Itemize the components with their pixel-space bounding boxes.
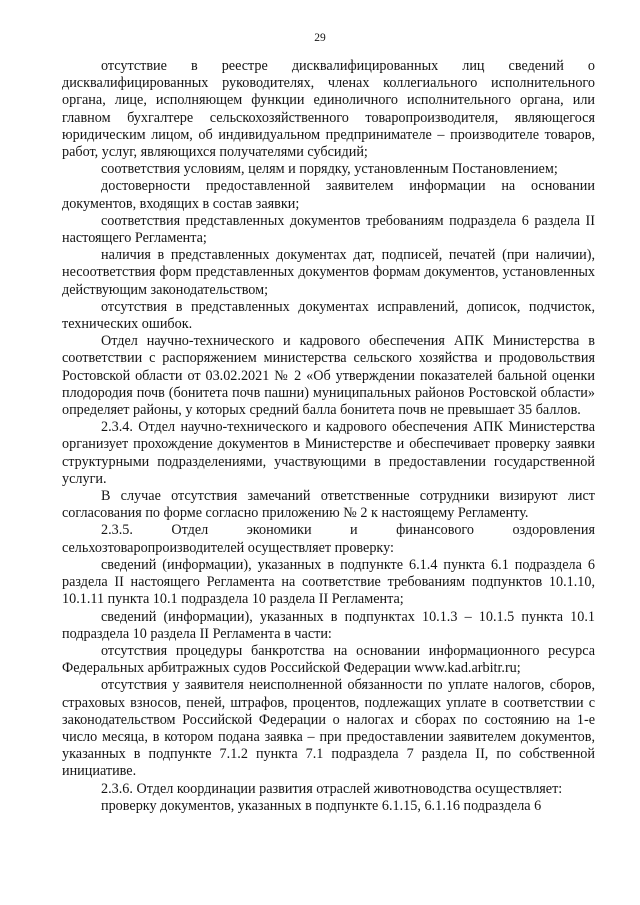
paragraph-section-2-3-5: 2.3.5. Отдел экономики и финансового оздоровления сельхозтоваропроизводителей осуществляет проверку:: [62, 522, 595, 556]
paragraph-conditions-compliance: соответствия условиям, целям и порядку, установленным Постановлением;: [101, 161, 558, 178]
paragraph-documents-check: проверку документов, указанных в подпункте 6.1.15, 6.1.16 подраздела 6: [101, 797, 542, 814]
paragraph-section-2-3-4: 2.3.4. Отдел научно-технического и кадрового обеспечения АПК Министерства организует прохождение документов в Министерстве и обеспечивает проверку заявки структурными подразделениями, участвующими в предоставлении государственной услуги.: [62, 419, 595, 487]
paragraph-tax-obligations: отсутствия у заявителя неисполненной обязанности по уплате налогов, сборов, страховых взносов, пеней, штрафов, процентов, подлежащих уплате в соответствии с законодательством Российской Федерации о налогах и сборах по состоянию на 1-е число месяца, в котором подана заявка – при предоставлении заявителем документов, указанных в подпункте 7.1.2 пункта 7.1 подраздела 7 раздела II, по собственной инициативе.: [62, 677, 595, 780]
paragraph-information-reliability: достоверности предоставленной заявителем информации на основании документов, входящих в состав заявки;: [62, 178, 595, 212]
paragraph-soil-rating: Отдел научно-технического и кадрового обеспечения АПК Министерства в соответствии с распоряжением министерства сельского хозяйства и продовольствия Ростовской области от 03.02.2021 № 2 «Об утверждении показателей бальной оценки плодородия почв (бонитета почв пашни) муниципальных районов Ростовской области» определяет районы, у которых средний балла бонитета почв не превышает 35 баллов.: [62, 333, 595, 419]
paragraph-dates-signatures: наличия в представленных документах дат, подписей, печатей (при наличии), несоответствия форм представленных документов формам документов, установленных действующим законодательством;: [62, 247, 595, 298]
page-number: 29: [314, 32, 326, 44]
paragraph-no-corrections: отсутствия в представленных документах исправлений, дописок, подчисток, технических ошибок.: [62, 298, 595, 333]
paragraph-subpoints-10-1-3: сведений (информации), указанных в подпунктах 10.1.3 – 10.1.5 пункта 10.1 подраздела 10 раздела II Регламента в части:: [62, 608, 595, 642]
paragraph-section-2-3-6: 2.3.6. Отдел координации развития отраслей животноводства осуществляет:: [101, 780, 563, 797]
paragraph-documents-compliance: соответствия представленных документов требованиям подраздела 6 раздела II настоящего Регламента;: [62, 212, 595, 247]
paragraph-disqualified-registry: отсутствие в реестре дисквалифицированных лиц сведений о дисквалифицированных руководителях, членах коллегиального исполнительного органа, лице, исполняющем функции единоличного исполнительного органа, или главном бухгалтере сельскохозяйственного товаропроизводителя, являющегося юридическим лицом, об индивидуальном предпринимателе – производителе товаров, работ, услуг, являющихся получателями субсидий;: [62, 58, 595, 161]
paragraph-approval-sheet: В случае отсутствия замечаний ответственные сотрудники визируют лист согласования по форме согласно приложению № 2 к настоящему Регламенту.: [62, 488, 595, 522]
document-body: [62, 58, 595, 815]
paragraph-subpoint-6-1-4: сведений (информации), указанных в подпункте 6.1.4 пункта 6.1 подраздела 6 раздела II настоящего Регламента на соответствие требованиям подпунктов 10.1.10, 10.1.11 пункта 10.1 подраздела 10 раздела II Регламента;: [62, 556, 595, 608]
paragraph-bankruptcy-check: отсутствия процедуры банкротства на основании информационного ресурса Федеральных арбитражных судов Российской Федерации www.kad.arbitr.ru;: [62, 642, 595, 677]
